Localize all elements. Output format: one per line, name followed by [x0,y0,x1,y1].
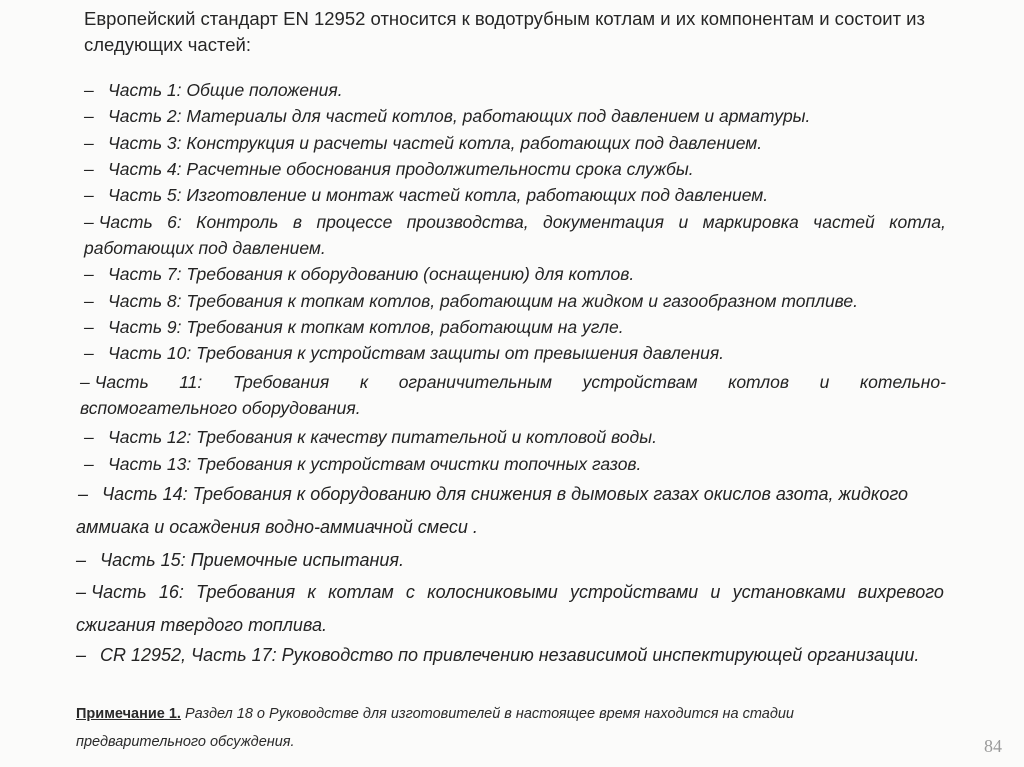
note-line-2: предварительного обсуждения. [76,734,295,750]
list-item-part-8: – Часть 8: Требования к топкам котлов, работающим на жидком и газообразном топливе. [84,291,859,311]
list-item-part-3: – Часть 3: Конструкция и расчеты частей котла, работающих под давлением. [84,133,763,153]
list-item-part-11-continued: вспомогательного оборудования. [80,398,361,418]
note-text: Раздел 18 о Руководстве для изготовителей в настоящее время находится на стадии [184,706,794,722]
list-item-part-16-continued: сжигания твердого топлива. [76,615,327,635]
page-number: 84 [984,736,1002,756]
list-item-part-16: – Часть 16: Требования к котлам с колосниковыми устройствами и установками вихревого [76,582,944,602]
list-item-part-5: – Часть 5: Изготовление и монтаж частей котла, работающих под давлением. [84,185,769,205]
list-item-part-15: – Часть 15: Приемочные испытания. [76,550,405,570]
list-item-part-12: – Часть 12: Требования к качеству питательной и котловой воды. [84,427,657,447]
intro-line-1: Европейский стандарт EN 12952 относится к водотрубным котлам и их компонентам и состоит из [84,8,926,29]
list-item-part-14: – Часть 14: Требования к оборудованию для снижения в дымовых газах окислов азота, жидкого [78,484,909,504]
list-item-part-1: – Часть 1: Общие положения. [84,80,343,100]
note-line-1 [76,706,794,722]
list-item-part-11: – Часть 11: Требования к ограничительным устройствам котлов и котельно- [80,372,946,392]
list-item-part-6: – Часть 6: Контроль в процессе производства, документация и маркировка частей котла, [84,212,946,232]
list-item-part-7: – Часть 7: Требования к оборудованию (оснащению) для котлов. [84,264,635,284]
list-item-part-10: – Часть 10: Требования к устройствам защиты от превышения давления. [84,343,725,363]
intro-paragraph [84,6,964,58]
list-item-part-9: – Часть 9: Требования к топкам котлов, работающим на угле. [84,317,624,337]
list-item-part-6-continued: работающих под давлением. [84,238,326,258]
intro-line-2: следующих частей: [84,34,251,55]
list-item-part-4: – Часть 4: Расчетные обоснования продолжительности срока службы. [84,159,694,179]
list-item-part-17: – CR 12952, Часть 17: Руководство по привлечению независимой инспектирующей организации. [76,645,920,665]
list-item-part-13: – Часть 13: Требования к устройствам очистки топочных газов. [84,454,642,474]
list-item-part-14-continued: аммиака и осаждения водно-аммиачной смеси . [76,517,478,537]
list-item-part-2: – Часть 2: Материалы для частей котлов, работающих под давлением и арматуры. [84,106,811,126]
note-label: Примечание 1. [76,706,181,722]
